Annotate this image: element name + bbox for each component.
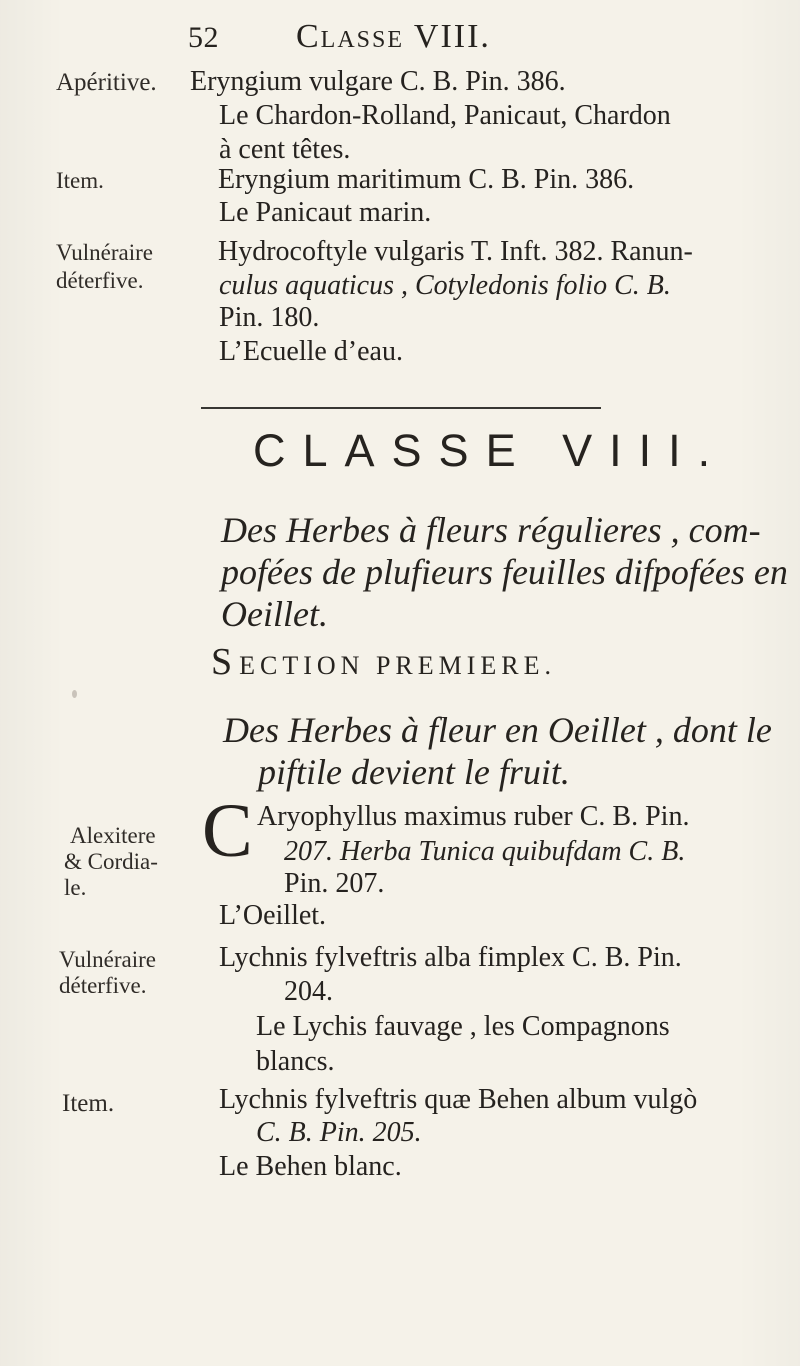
entry-line: à cent têtes. xyxy=(219,134,351,165)
section-title-rest: ECTION PREMIERE. xyxy=(239,651,557,680)
entry-line: Le Behen blanc. xyxy=(219,1151,402,1182)
section-divider xyxy=(201,407,601,409)
section-description-line: piftile devient le fruit. xyxy=(258,752,570,792)
margin-note-alexitere-detail: & Cordia- xyxy=(64,849,158,874)
entry-line: L’Ecuelle d’eau. xyxy=(219,336,403,367)
margin-note-aperitive: Apéritive. xyxy=(56,69,157,96)
margin-note-vulneraire-detail: déterfive. xyxy=(56,268,144,293)
drop-cap: C xyxy=(202,800,253,862)
margin-note-alexitere: Alexitere xyxy=(70,823,156,848)
section-description-line: Des Herbes à fleur en Oeillet , dont le xyxy=(223,710,772,750)
entry-line: L’Oeillet. xyxy=(219,900,327,931)
entry-lychnis-behen: Lychnis fylveftris quæ Behen album vulgò xyxy=(219,1084,698,1115)
entry-line: Le Lychis fauvage , les Compagnons xyxy=(256,1011,670,1042)
section-title-initial: S xyxy=(211,641,240,683)
entry-hydrocotyle: Hydrocoftyle vulgaris T. Inft. 382. Ranun- xyxy=(218,236,693,267)
margin-note-item: Item. xyxy=(56,168,104,193)
entry-lychnis-sylvestris: Lychnis fylveftris alba fimplex C. B. Pin. xyxy=(219,942,682,973)
entry-line: Eryngium vulgare C. B. Pin. 386. xyxy=(190,66,566,97)
entry-line: 204. xyxy=(284,976,333,1007)
margin-note-vulneraire: Vulnéraire xyxy=(56,240,153,265)
entry-eryngium-maritimum: Eryngium maritimum C. B. Pin. 386. xyxy=(218,164,635,195)
ink-mark xyxy=(72,690,77,698)
class-description-line: pofées de plufieurs feuilles difpofées en xyxy=(221,552,788,592)
page-number: 52 xyxy=(188,21,219,54)
entry-line: Le Panicaut marin. xyxy=(219,197,432,228)
class-description-line: Oeillet. xyxy=(221,594,328,634)
margin-note-vulneraire: Vulnéraire xyxy=(59,947,156,972)
entry-line: blancs. xyxy=(256,1046,335,1077)
entry-eryngium-vulgare xyxy=(190,65,566,99)
class-description-line: Des Herbes à fleurs régulieres , com- xyxy=(221,510,761,550)
running-head: Classe VIII. xyxy=(296,18,491,55)
entry-line: 207. Herba Tunica quibufdam C. B. xyxy=(284,836,686,867)
entry-line: culus aquaticus , Cotyledonis folio C. B. xyxy=(219,270,671,301)
page-header xyxy=(188,18,628,56)
entry-line: Pin. 180. xyxy=(219,302,320,333)
entry-caryophyllus: Aryophyllus maximus ruber C. B. Pin. xyxy=(257,801,690,832)
margin-note-vulneraire-detail: déterfive. xyxy=(59,973,147,998)
entry-line: Le Chardon-Rolland, Panicaut, Chardon xyxy=(219,100,671,131)
entry-line: C. B. Pin. 205. xyxy=(256,1117,422,1148)
entry-line: Pin. 207. xyxy=(284,868,385,899)
class-title: CLASSE VIII. xyxy=(253,425,728,476)
margin-note-alexitere-detail: le. xyxy=(64,875,87,900)
section-title xyxy=(211,640,556,684)
margin-note-item: Item. xyxy=(62,1090,115,1117)
